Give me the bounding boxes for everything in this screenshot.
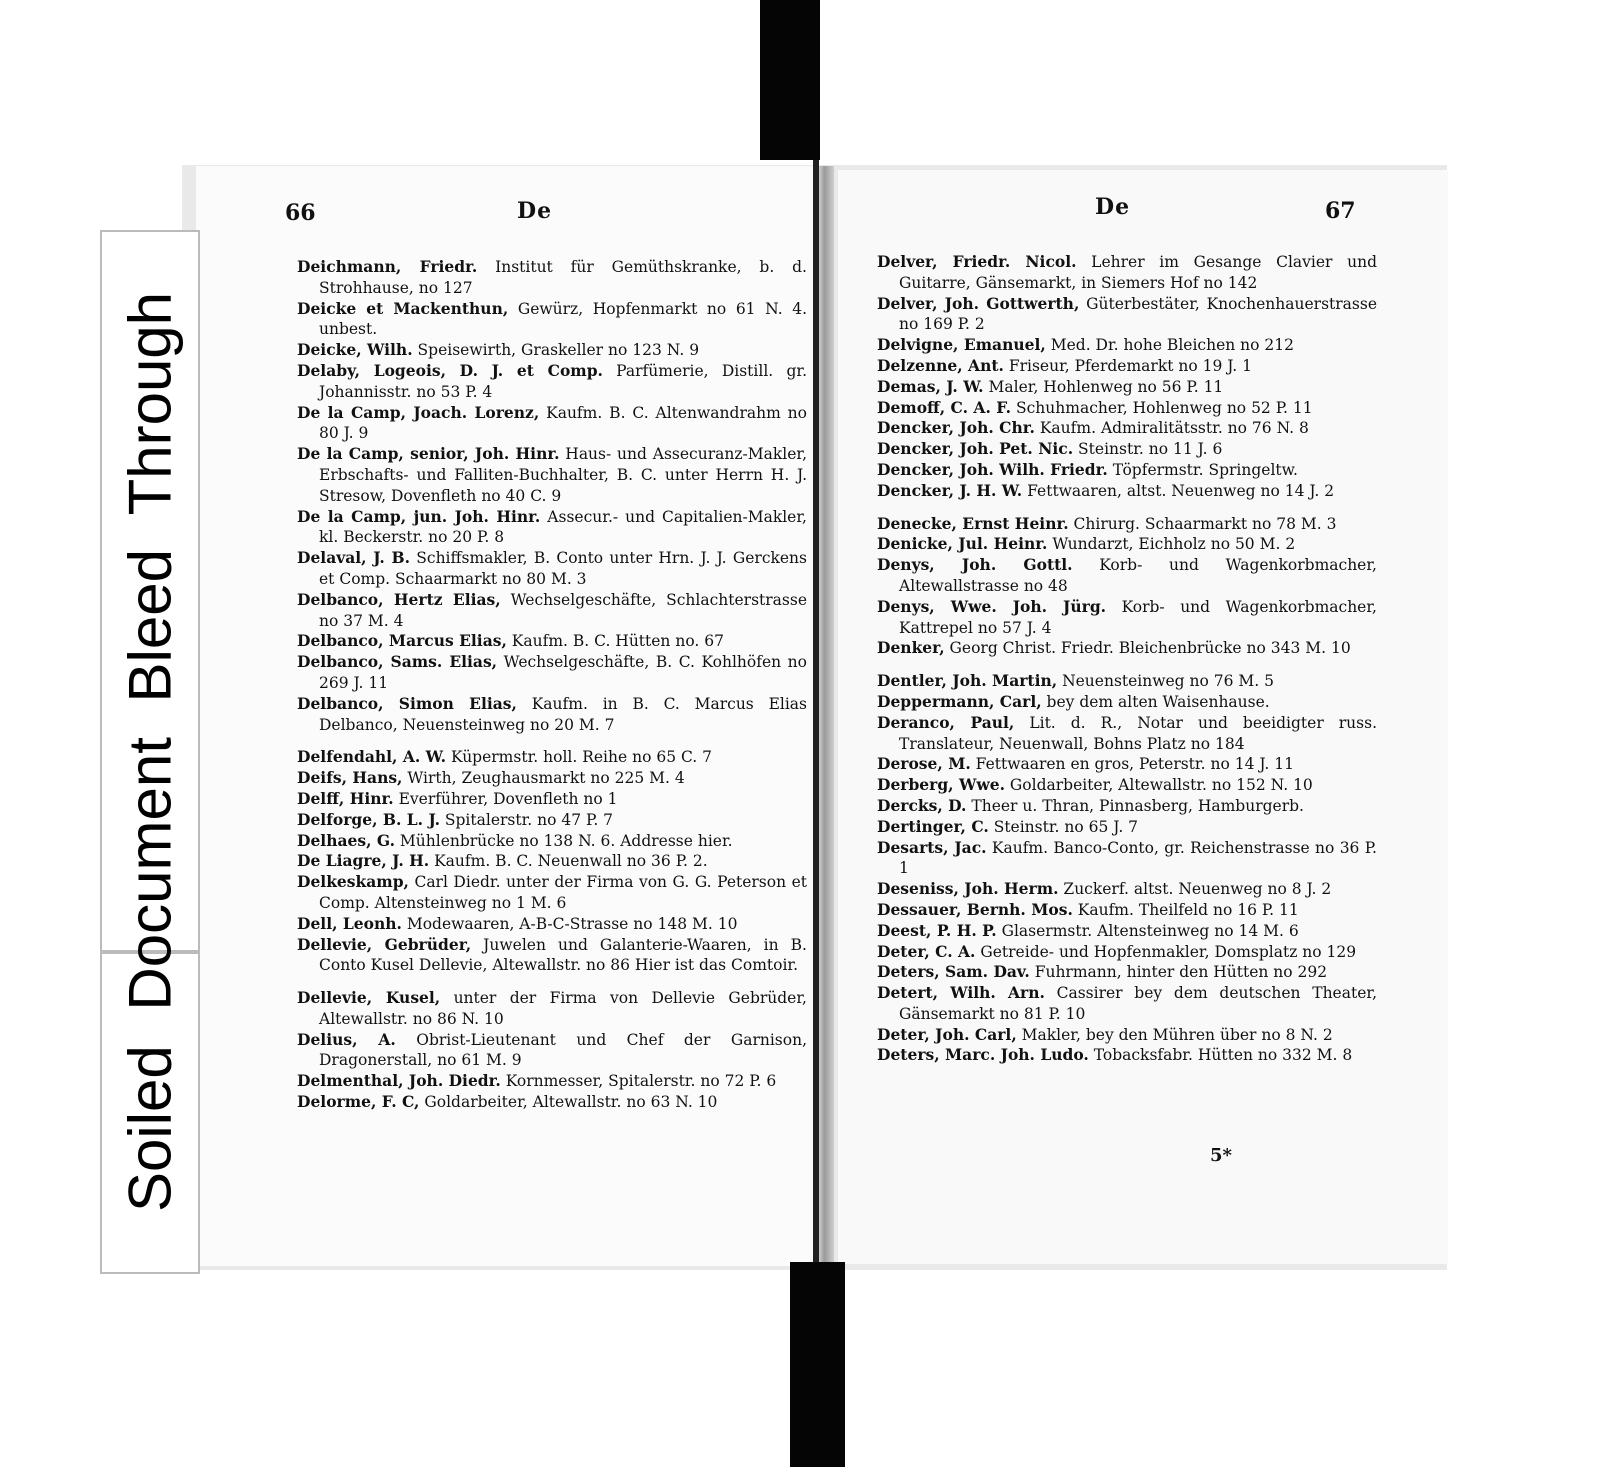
entry-details: Makler, bey den Mühren über no 8 N. 2: [1016, 1025, 1333, 1044]
entry-details: Schuhmacher, Hohlenweg no 52 P. 11: [1011, 398, 1313, 417]
directory-entry: [877, 294, 1377, 336]
entry-name: Delver, Joh. Gottwerth,: [877, 293, 1080, 313]
directory-entry: [877, 921, 1377, 942]
entry-name: Dellevie, Gebrüder,: [297, 934, 472, 954]
entry-details: Assecur.- und Capitalien-Makler, kl. Beckerstr. no 20 P. 8: [319, 507, 807, 547]
directory-entry: [877, 754, 1377, 775]
entry-details: Getreide- und Hopfenmakler, Domsplatz no 129: [975, 942, 1357, 961]
entry-name: Desarts, Jac.: [877, 837, 987, 857]
directory-entry: [297, 810, 807, 831]
entry-name: Dentler, Joh. Martin,: [877, 671, 1058, 691]
directory-entry: [297, 340, 807, 361]
entry-name: De la Camp, Joach. Lorenz,: [297, 402, 540, 422]
entry-details: Korb- und Wagenkorbmacher, Kattrepel no 57 J. 4: [899, 597, 1377, 637]
entry-name: Dercks, D.: [877, 795, 967, 815]
entry-details: Kaufm. in B. C. Marcus Elias Delbanco, Neuensteinweg no 20 M. 7: [319, 694, 807, 734]
entry-name: Delzenne, Ant.: [877, 355, 1004, 375]
entry-details: Wirth, Zeughausmarkt no 225 M. 4: [402, 769, 685, 788]
entry-name: Dencker, Joh. Chr.: [877, 418, 1035, 438]
entry-name: De la Camp, jun. Joh. Hinr.: [297, 506, 541, 526]
directory-entry: [877, 534, 1377, 555]
directory-entry: [877, 597, 1377, 639]
entry-name: Dellevie, Kusel,: [297, 988, 441, 1008]
entry-details: Küpermstr. holl. Reihe no 65 C. 7: [446, 748, 713, 767]
book-spine: [818, 166, 834, 1266]
entry-details: Töpfermstr. Springeltw.: [1107, 460, 1298, 479]
directory-entry: [297, 361, 807, 403]
entry-details: Juwelen und Galanterie-Waaren, in B. Conto Kusel Dellevie, Altewallstr. no 86 Hier ist das Comtoir.: [319, 935, 807, 975]
directory-entry: [877, 713, 1377, 755]
page-edge: [813, 160, 819, 1268]
entry-name: Deicke, Wilh.: [297, 340, 413, 360]
entry-name: Delorme, F. C,: [297, 1092, 420, 1112]
entry-name: Demoff, C. A. F.: [877, 397, 1012, 417]
entry-name: Denecke, Ernst Heinr.: [877, 513, 1069, 533]
entry-name: Deichmann, Friedr.: [297, 257, 478, 276]
directory-entry: [877, 356, 1377, 377]
directory-entry: [877, 671, 1377, 692]
condition-stamp: [100, 230, 200, 1274]
entry-name: Deranco, Paul,: [877, 712, 1015, 732]
entry-name: Dell, Leonh.: [297, 913, 402, 933]
entry-details: Speisewirth, Graskeller no 123 N. 9: [412, 341, 700, 360]
entry-details: Kaufm. Admiralitätsstr. no 76 N. 8: [1034, 419, 1309, 438]
entry-details: Fettwaaren, altst. Neuenweg no 14 J. 2: [1022, 481, 1335, 500]
entry-name: Delbanco, Hertz Elias,: [297, 589, 501, 609]
entry-name: Deifs, Hans,: [297, 768, 403, 788]
entry-details: Fettwaaren en gros, Peterstr. no 14 J. 11: [970, 755, 1294, 774]
entry-details: Haus- und Assecuranz-Makler, Erbschafts- und Falliten-Buchhalter, B. C. unter Herrn H. J. Stresow, Dovenfleth no 40 C. 9: [319, 445, 807, 505]
directory-entry: [297, 1071, 807, 1092]
entry-details: Modewaaren, A-B-C-Strasse no 148 M. 10: [401, 914, 738, 933]
entry-details: bey dem alten Waisenhause.: [1041, 692, 1270, 711]
directory-entry: [297, 444, 807, 506]
entry-name: Deppermann, Carl,: [877, 691, 1042, 711]
entry-name: Delforge, B. L. J.: [297, 809, 440, 829]
entry-name: Detert, Wilh. Arn.: [877, 983, 1045, 1003]
directory-entry: [877, 439, 1377, 460]
entry-name: Delver, Friedr. Nicol.: [877, 252, 1077, 271]
directory-entry: [877, 775, 1377, 796]
entry-name: Denicke, Jul. Heinr.: [877, 534, 1048, 554]
entry-name: Derose, M.: [877, 754, 971, 774]
entry-details: Steinstr. no 11 J. 6: [1073, 440, 1223, 459]
entry-name: Delmenthal, Joh. Diedr.: [297, 1071, 501, 1091]
entry-name: De Liagre, J. H.: [297, 851, 430, 871]
directory-entry: [297, 935, 807, 977]
entry-name: Dencker, Joh. Wilh. Friedr.: [877, 459, 1108, 479]
entry-name: Deter, C. A.: [877, 941, 976, 961]
directory-entry: [877, 900, 1377, 921]
directory-entry: [877, 335, 1377, 356]
right-page-number: 67: [1325, 198, 1356, 224]
entry-name: Deest, P. H. P.: [877, 920, 997, 940]
entry-name: Delaby, Logeois, D. J. et Comp.: [297, 360, 603, 380]
entry-details: Parfümerie, Distill. gr. Johannisstr. no 53 P. 4: [319, 361, 807, 401]
directory-entry: [297, 768, 807, 789]
directory-entry: [877, 796, 1377, 817]
entry-name: Derberg, Wwe.: [877, 775, 1005, 795]
signature-mark: 5*: [1210, 1145, 1232, 1166]
entry-name: Delbanco, Sams. Elias,: [297, 652, 498, 672]
entry-name: Delvigne, Emanuel,: [877, 335, 1046, 355]
entry-details: Fuhrmann, hinter den Hütten no 292: [1029, 963, 1328, 982]
directory-entry: [297, 507, 807, 549]
entry-name: Delbanco, Simon Elias,: [297, 693, 517, 713]
directory-entry: [877, 1025, 1377, 1046]
entry-details: Cassirer bey dem deutschen Theater, Gänsemarkt no 81 P. 10: [899, 984, 1377, 1023]
gutter-shadow-bottom: [790, 1262, 845, 1467]
entry-details: Everführer, Dovenfleth no 1: [393, 789, 618, 808]
gutter-shadow-top: [760, 0, 820, 160]
entry-details: Kaufm. Theilfeld no 16 P. 11: [1072, 900, 1299, 919]
directory-entry: [297, 988, 807, 1030]
stamp-label: Soiled Document Bleed Through: [116, 291, 184, 1213]
directory-entry: [297, 694, 807, 736]
directory-entry: [877, 555, 1377, 597]
entry-details: Lit. d. R., Notar und beeidigter russ. Translateur, Neuenwall, Bohns Platz no 184: [899, 713, 1378, 753]
entry-name: Delkeskamp,: [297, 872, 409, 892]
entry-details: Zuckerf. altst. Neuenweg no 8 J. 2: [1058, 880, 1332, 899]
entry-name: Delius, A.: [297, 1029, 396, 1049]
entry-details: Kaufm. B. C. Altenwandrahm no 80 J. 9: [319, 403, 807, 443]
entry-details: Glasermstr. Altensteinweg no 14 M. 6: [996, 921, 1299, 940]
entry-details: Kaufm. B. C. Hütten no. 67: [506, 632, 724, 651]
entry-details: Chirurg. Schaarmarkt no 78 M. 3: [1068, 514, 1337, 533]
directory-entry: [877, 638, 1377, 659]
entry-name: Delff, Hinr.: [297, 788, 394, 808]
entry-details: Wechselgeschäfte, Schlachterstrasse no 37 M. 4: [319, 590, 807, 630]
entry-details: Gewürz, Hopfenmarkt no 61 N. 4. unbest.: [319, 299, 807, 339]
directory-entry: [877, 398, 1377, 419]
directory-entry: [297, 831, 807, 852]
entry-details: Institut für Gemüthskranke, b. d. Strohhause, no 127: [319, 258, 807, 297]
right-running-head: De: [1095, 194, 1131, 220]
entry-name: Deters, Marc. Joh. Ludo.: [877, 1045, 1089, 1065]
entry-details: Kornmesser, Spitalerstr. no 72 P. 6: [500, 1072, 777, 1091]
entry-name: Delfendahl, A. W.: [297, 747, 447, 767]
entry-name: Delhaes, G.: [297, 830, 395, 850]
directory-entry: [877, 692, 1377, 713]
entry-details: Lehrer im Gesange Clavier und Guitarre, Gänsemarkt, in Siemers Hof no 142: [899, 253, 1377, 292]
directory-entry: [877, 460, 1377, 481]
entry-details: Kaufm. B. C. Neuenwall no 36 P. 2.: [429, 852, 708, 871]
entry-name: Dertinger, C.: [877, 816, 989, 836]
directory-entry: [297, 590, 807, 632]
directory-entry: [297, 403, 807, 445]
entry-name: Denys, Joh. Gottl.: [877, 555, 1073, 575]
entry-details: Steinstr. no 65 J. 7: [988, 817, 1139, 836]
directory-entry: [877, 514, 1377, 535]
entry-details: Theer u. Thran, Pinnasberg, Hamburgerb.: [966, 796, 1304, 815]
entry-name: Delbanco, Marcus Elias,: [297, 631, 507, 651]
left-directory-entries: [297, 257, 807, 1113]
entry-details: Schiffsmakler, B. Conto unter Hrn. J. J. Gerckens et Comp. Schaarmarkt no 80 M. 3: [319, 549, 807, 588]
entry-details: Carl Diedr. unter der Firma von G. G. Peterson et Comp. Altensteinweg no 1 M. 6: [319, 873, 807, 912]
directory-entry: [877, 983, 1377, 1025]
directory-entry: [297, 747, 807, 768]
entry-details: unter der Firma von Dellevie Gebrüder, Altewallstr. no 86 N. 10: [319, 989, 807, 1028]
right-directory-entries: [877, 252, 1377, 1066]
entry-details: Obrist-Lieutenant und Chef der Garnison, Dragonerstall, no 61 M. 9: [319, 1030, 807, 1070]
directory-entry: [297, 1030, 807, 1072]
directory-entry: [877, 817, 1377, 838]
directory-entry: [877, 252, 1377, 294]
entry-details: Güterbestäter, Knochenhauerstrasse no 169 P. 2: [899, 294, 1377, 334]
left-page-number: 66: [285, 200, 316, 226]
entry-details: Kaufm. Banco-Conto, gr. Reichenstrasse no 36 P. 1: [899, 838, 1377, 878]
directory-entry: [297, 631, 807, 652]
entry-details: Goldarbeiter, Altewallstr. no 152 N. 10: [1004, 776, 1313, 795]
directory-entry: [297, 257, 807, 299]
directory-entry: [297, 548, 807, 590]
directory-entry: [877, 418, 1377, 439]
left-running-head: De: [517, 198, 553, 224]
entry-details: Korb- und Wagenkorbmacher, Altewallstrasse no 48: [899, 556, 1377, 595]
directory-entry: [297, 1092, 807, 1113]
entry-name: Deter, Joh. Carl,: [877, 1024, 1017, 1044]
entry-details: Tobacksfabr. Hütten no 332 M. 8: [1088, 1046, 1353, 1065]
directory-entry: [877, 838, 1377, 880]
entry-name: Dessauer, Bernh. Mos.: [877, 899, 1073, 919]
directory-entry: [877, 879, 1377, 900]
entry-name: Delaval, J. B.: [297, 548, 411, 568]
directory-entry: [877, 1045, 1377, 1066]
directory-entry: [877, 481, 1377, 502]
entry-details: Goldarbeiter, Altewallstr. no 63 N. 10: [419, 1093, 718, 1112]
entry-name: Dencker, J. H. W.: [877, 480, 1023, 500]
directory-entry: [297, 789, 807, 810]
directory-entry: [297, 872, 807, 914]
entry-details: Spitalerstr. no 47 P. 7: [439, 810, 614, 829]
entry-details: Friseur, Pferdemarkt no 19 J. 1: [1003, 356, 1252, 375]
entry-name: Dencker, Joh. Pet. Nic.: [877, 439, 1074, 459]
entry-details: Wechselgeschäfte, B. C. Kohlhöfen no 269 J. 11: [319, 653, 807, 692]
directory-entry: [297, 299, 807, 341]
directory-entry: [297, 914, 807, 935]
entry-details: Maler, Hohlenweg no 56 P. 11: [983, 377, 1224, 396]
entry-name: Deters, Sam. Dav.: [877, 962, 1030, 982]
entry-name: Denys, Wwe. Joh. Jürg.: [877, 596, 1107, 616]
directory-entry: [877, 942, 1377, 963]
directory-entry: [877, 962, 1377, 983]
directory-entry: [297, 851, 807, 872]
entry-details: Med. Dr. hohe Bleichen no 212: [1045, 336, 1294, 355]
entry-name: Denker,: [877, 638, 945, 658]
entry-details: Wundarzt, Eichholz no 50 M. 2: [1047, 535, 1296, 554]
directory-entry: [297, 652, 807, 694]
directory-entry: [877, 377, 1377, 398]
entry-name: Demas, J. W.: [877, 376, 984, 396]
entry-details: Georg Christ. Friedr. Bleichenbrücke no 343 M. 10: [944, 639, 1351, 658]
entry-details: Neuensteinweg no 76 M. 5: [1057, 672, 1275, 691]
entry-name: De la Camp, senior, Joh. Hinr.: [297, 444, 560, 464]
entry-details: Mühlenbrücke no 138 N. 6. Addresse hier.: [394, 831, 733, 850]
entry-name: Deseniss, Joh. Herm.: [877, 879, 1059, 899]
entry-name: Deicke et Mackenthun,: [297, 298, 509, 318]
